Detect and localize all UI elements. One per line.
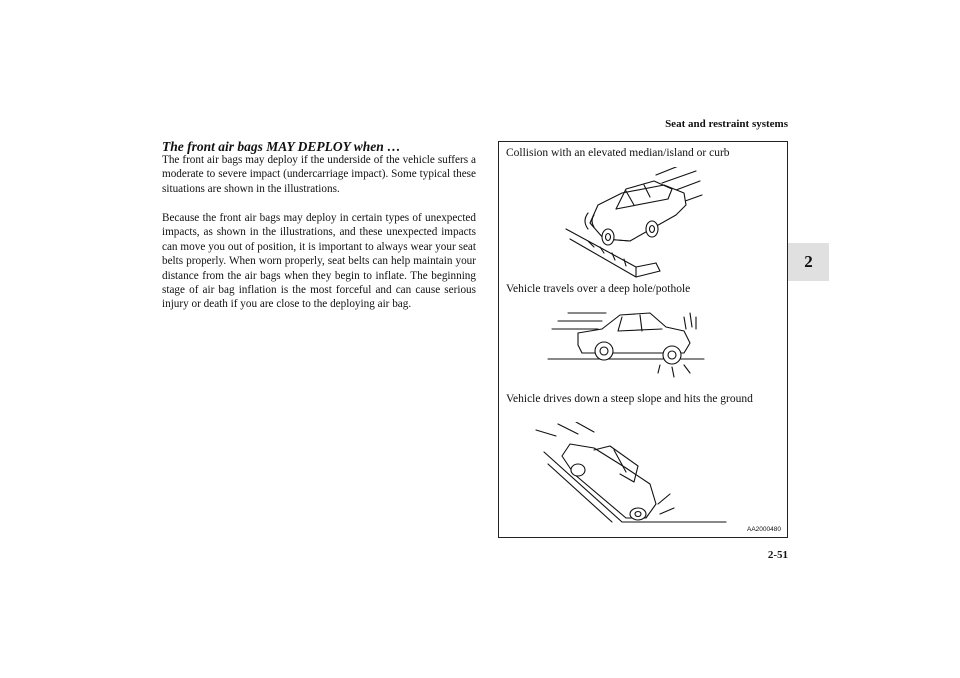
car-down-slope-icon xyxy=(534,422,734,530)
illustration-box xyxy=(498,141,788,538)
car-over-pothole-icon xyxy=(544,307,709,382)
figure-caption: Collision with an elevated median/island or curb xyxy=(506,147,730,159)
body-paragraph: Because the front air bags may deploy in certain types of unexpected impacts, as shown in the illustrations, and these unexpected impacts can move you out of position, it is important to always wear your seat belts properly. When worn properly, seat belts can help maintain your distance from the air bags when they begin to inflate. The beginning stage of air bag inflation is the most forceful and can cause serious injury or death if you are close to the deploying air bag. xyxy=(162,212,476,311)
figure-code: AA2000480 xyxy=(747,526,781,533)
page-number: 2-51 xyxy=(767,549,788,561)
section-tab: 2 xyxy=(788,243,829,281)
car-hitting-curb-icon xyxy=(564,167,704,282)
section-heading: The front air bags MAY DEPLOY when … xyxy=(162,139,401,154)
body-paragraph: The front air bags may deploy if the underside of the vehicle suffers a moderate to severe impact (undercarriage impact). Some typical these situations are shown in the illustrations. xyxy=(162,154,476,195)
running-header: Seat and restraint systems xyxy=(665,118,788,130)
figure-caption: Vehicle travels over a deep hole/pothole xyxy=(506,283,691,295)
figure-caption: Vehicle drives down a steep slope and hits the ground xyxy=(506,393,753,405)
